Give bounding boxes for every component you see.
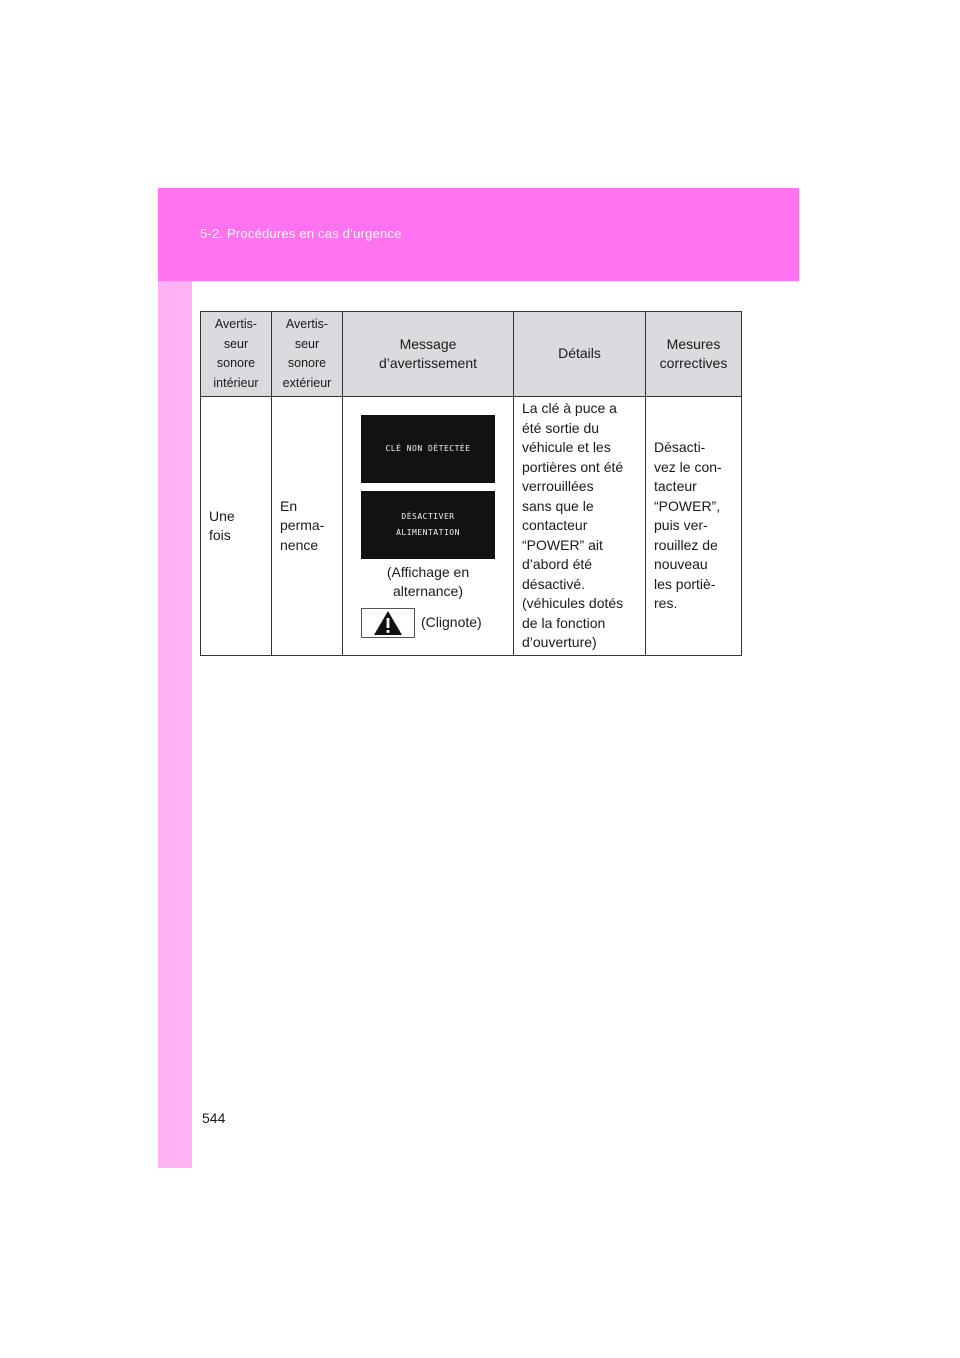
header-corrective-action: Mesures correctives [646,312,742,397]
blink-label: (Clignote) [421,613,482,630]
blink-indicator [361,608,513,638]
table-header-row [201,312,742,397]
display-screen-key-not-detected [361,415,495,483]
display-screen-power-off [361,491,495,559]
header-details: Détails [514,312,646,397]
header-interior-buzzer: Avertis- seur sonore intérieur [201,312,272,397]
screen-text: CLÉ NON DÉTECTÉE [385,443,471,453]
header-warning-message: Message d’avertissement [343,312,514,397]
cell-details: La clé à puce a été sortie du véhicule et les portières ont été verrouillées sans que le contacteur “POWER” ait d’abord été désactivé. (véhicules dotés de la fonction d’ouverture) [514,397,646,656]
side-strip [158,188,192,1168]
table-row [201,397,742,656]
section-title: 5-2. Procédures en cas d’urgence [200,226,402,241]
cell-exterior-buzzer: En perma- nence [272,397,343,656]
cell-interior-buzzer: Une fois [201,397,272,656]
header-exterior-buzzer: Avertis- seur sonore extérieur [272,312,343,397]
alternate-display-note: (Affichage en alternance) [386,563,470,599]
page-number: 544 [202,1110,226,1126]
screen-text-line2: ALIMENTATION [396,527,460,537]
cell-corrective-action: Désacti- vez le con- tacteur “POWER”, puis ver- rouillez de nouveau les portiè- res. [646,397,742,656]
screen-text-line1: DÉSACTIVER [401,511,455,521]
warning-triangle-icon [361,608,415,638]
cell-warning-message [343,397,514,656]
warning-table [200,311,742,656]
